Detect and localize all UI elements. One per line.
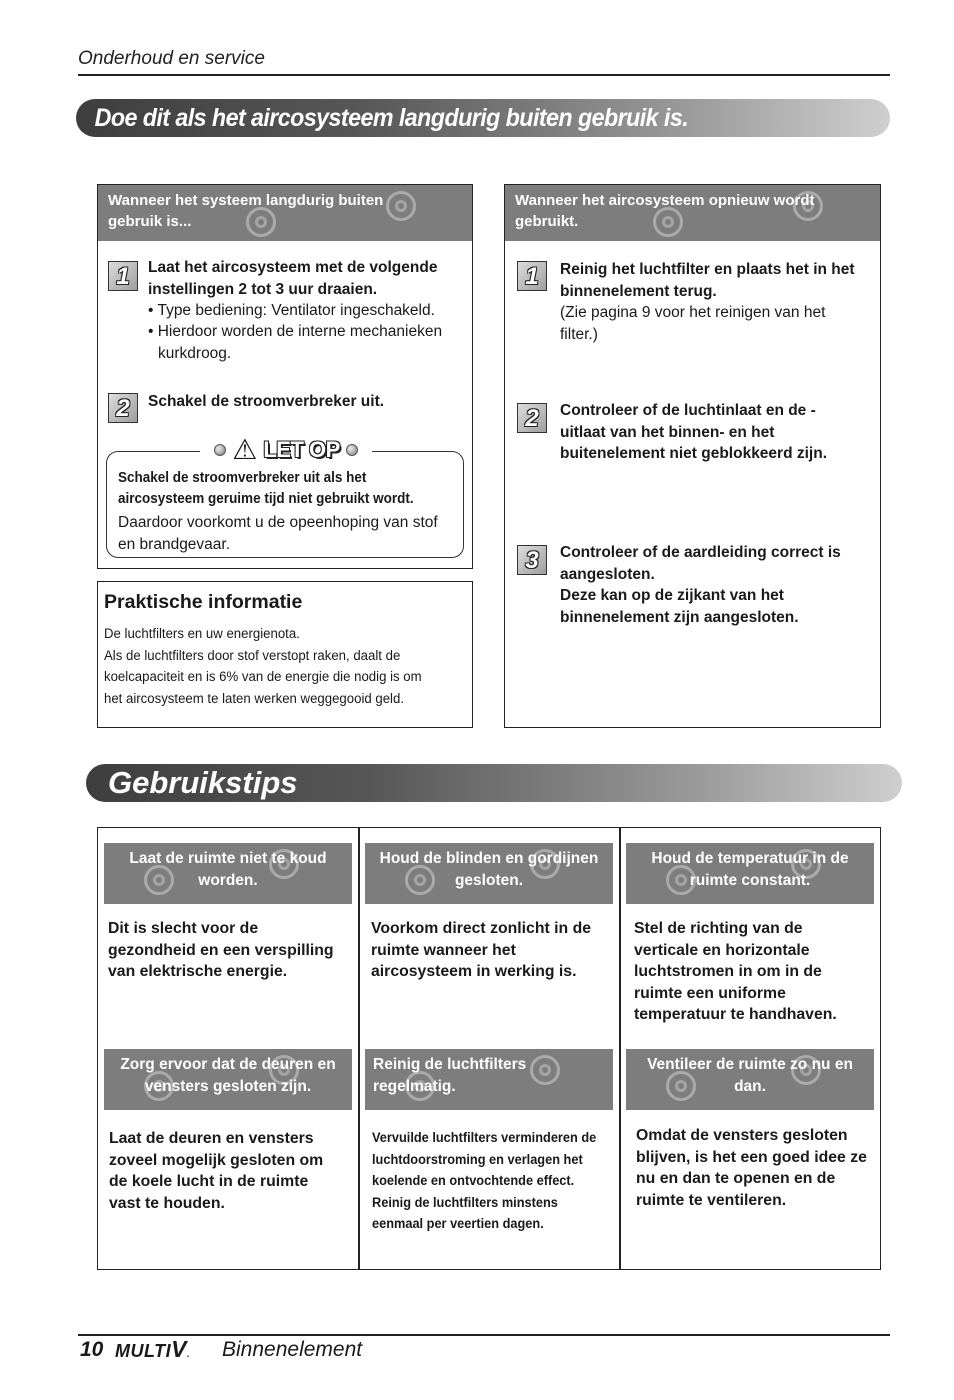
page-number: 10 — [80, 1338, 104, 1361]
footer-label: Binnenelement — [222, 1338, 363, 1361]
tip-body: Vervuilde luchtfilters verminderen de luchtdoorstroming en verlagen het koelende en ontvochtende effect. Reinig de luchtfilters minstens eenmaal per veertien dagen. — [372, 1130, 597, 1232]
praktisch-title: Praktische informatie — [104, 591, 303, 613]
tip-body: Laat de deuren en vensters zoveel mogelijk gesloten om de koele lucht in de ruimte vast te houden. — [109, 1130, 324, 1212]
tip-body: Dit is slecht voor de gezondheid en een verspilling van elektrische energie. — [108, 920, 334, 980]
bullet-dot-icon — [346, 444, 358, 456]
footer-divider — [78, 1334, 890, 1336]
step-number-1: 1 — [517, 261, 547, 291]
tip-heading: Zorg ervoor dat de deuren en vensters gesloten zijn. — [104, 1049, 352, 1110]
section-title: Onderhoud en service — [78, 48, 265, 69]
right-step1-note: (Zie pagina 9 voor het reinigen van het filter.) — [560, 304, 826, 343]
main-banner — [76, 99, 890, 137]
swirl-icon — [405, 865, 435, 895]
tip-heading: Houd de blinden en gordijnen gesloten. — [365, 843, 613, 904]
right-box-heading: Wanneer het aircosysteem opnieuw wordt gebruikt. — [505, 185, 880, 241]
tip-heading: Ventileer de ruimte zo nu en dan. — [626, 1049, 874, 1110]
tips-divider — [619, 827, 621, 1270]
header-divider — [78, 74, 890, 76]
tip-heading: Houd de temperatuur in de ruimte constant. — [626, 843, 874, 904]
right-step3-subtitle: Deze kan op de zijkant van het binnenelement zijn aangesloten. — [560, 587, 799, 626]
step-number-2: 2 — [108, 393, 138, 423]
left-box-heading: Wanneer het systeem langdurig buiten gebruik is... — [98, 185, 472, 241]
multi-v-logo: MULTIV. — [115, 1336, 191, 1362]
tip-body: Voorkom direct zonlicht in de ruimte wanneer het aircosysteem in werking is. — [371, 920, 592, 980]
right-step3-title: Controleer of de aardleiding correct is aangesloten. — [560, 544, 841, 583]
warning-triangle-icon: ⚠ — [232, 434, 258, 465]
caution-bold-text: Schakel de stroomverbreker uit als het aircosysteem geruime tijd niet gebruikt wordt. — [118, 469, 414, 507]
swirl-icon — [144, 865, 174, 895]
tip-heading: Laat de ruimte niet te koud worden. — [104, 843, 352, 904]
right-step2-title: Controleer of de luchtinlaat en de - uitlaat van het binnen- en het buitenelement niet geblokkeerd zijn. — [560, 402, 827, 462]
bullet-dot-icon — [214, 444, 226, 456]
left-step1-bullet: • Hierdoor worden de interne mechanieken — [148, 323, 443, 340]
swirl-icon — [666, 1071, 696, 1101]
praktisch-body: De luchtfilters en uw energienota. Als de luchtfilters door stof verstopt raken, daalt de koelcapaciteit en is 6% van de energie die nodig is om het aircosysteem te laten werken weggegooid geld. — [104, 626, 422, 707]
caution-title — [200, 432, 372, 468]
step-number-2: 2 — [517, 403, 547, 433]
main-banner-title: Doe dit als het aircosysteem langdurig buiten gebruik is. — [94, 103, 689, 132]
tip-heading: Reinig de luchtfilters regelmatig. — [365, 1049, 613, 1110]
left-step1-title: Laat het aircosysteem met de volgende instellingen 2 tot 3 uur draaien. — [148, 259, 438, 298]
step-number-1: 1 — [108, 261, 138, 291]
caution-body-text: Daardoor voorkomt u de opeenhoping van stof en brandgevaar. — [118, 514, 438, 553]
right-step1-title: Reinig het luchtfilter en plaats het in het binnenelement terug. — [560, 261, 855, 300]
tip-body: Stel de richting van de verticale en horizontale luchtstromen in om in de ruimte een uniforme temperatuur te handhaven. — [634, 920, 837, 1023]
tips-banner — [86, 764, 902, 802]
tips-title: Gebruikstips — [108, 765, 298, 800]
left-step1-bullet: • Type bediening: Ventilator ingeschakeld. — [148, 302, 435, 319]
left-step1-bullet-cont: kurkdroog. — [158, 345, 232, 362]
caution-label: LET OP — [263, 437, 340, 462]
tip-body: Omdat de vensters gesloten blijven, is het een goed idee ze nu en dan te openen en de ruimte te ventileren. — [636, 1127, 867, 1209]
tips-divider — [358, 827, 360, 1270]
left-step2-title: Schakel de stroomverbreker uit. — [148, 393, 385, 410]
step-number-3: 3 — [517, 545, 547, 575]
